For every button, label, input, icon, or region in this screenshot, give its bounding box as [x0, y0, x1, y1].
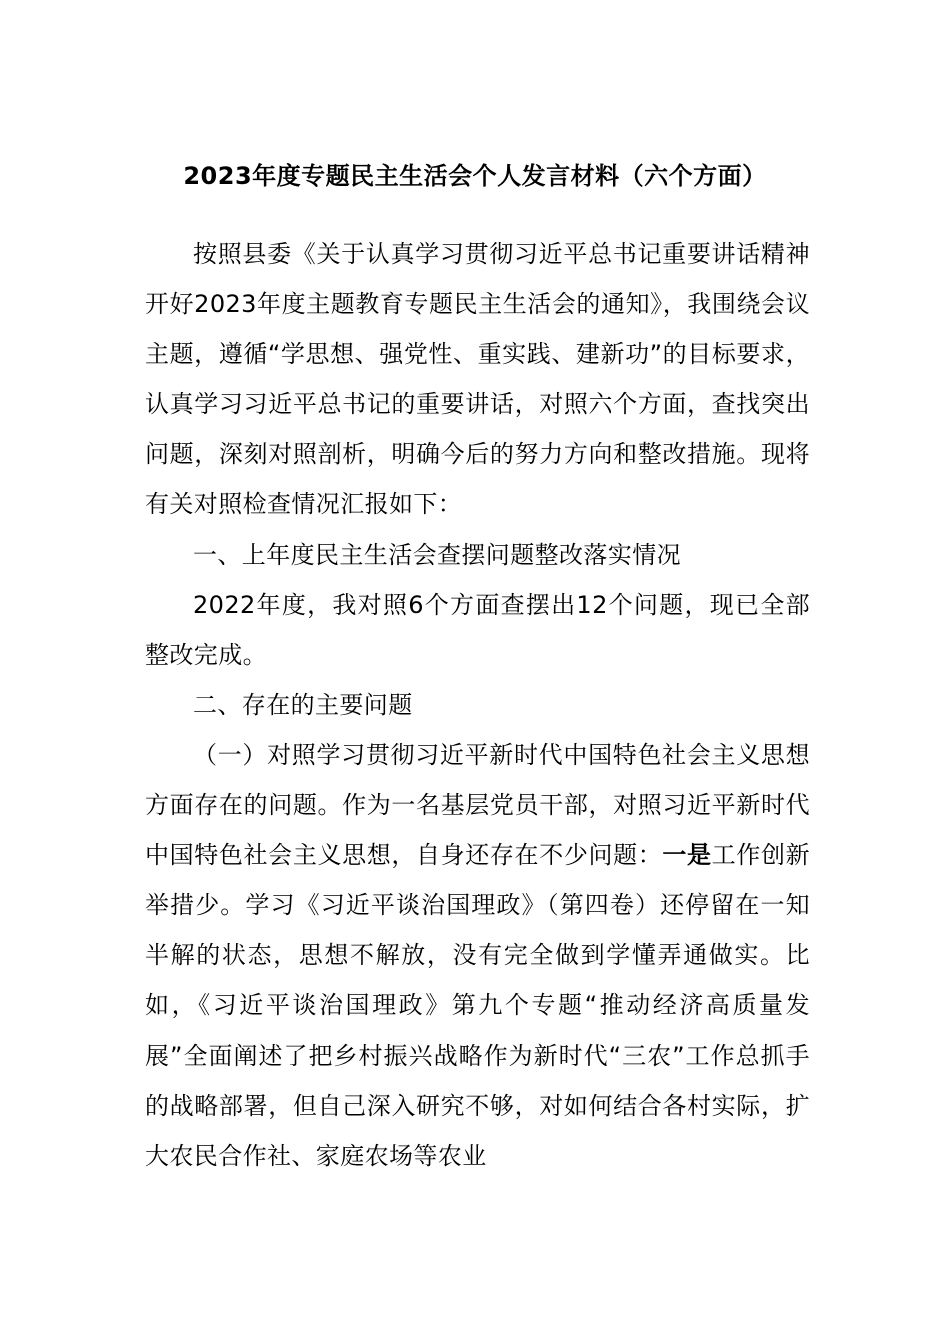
section-heading-2: 二、存在的主要问题: [193, 690, 413, 719]
section-heading-1: 一、上年度民主生活会查摆问题整改落实情况: [193, 540, 681, 569]
subsection-1-paragraph: [145, 730, 810, 1181]
intro-paragraph: 按照县委《关于认真学习贯彻习近平总书记重要讲话精神开好2023年度主题教育专题民主生活会的通知》，我围绕会议主题，遵循“学思想、强党性、重实践、建新功”的目标要求，认真学习习近平总书记的重要讲话，对照六个方面，查找突出问题，深刻对照剖析，明确今后的努力方向和整改措施。现将有关对照检查情况汇报如下：: [145, 240, 810, 519]
document-body: [145, 229, 810, 1181]
subsection-1-text: （一）对照学习贯彻习近平新时代中国特色社会主义思想方面存在的问题。作为一名基层党员干部，对照习近平新时代中国特色社会主义思想，自身还存在不少问题：: [145, 740, 810, 870]
point-1-lead: 一是: [662, 841, 712, 870]
section-1-paragraph: 2022年度，我对照6个方面查摆出12个问题，现已全部整改完成。: [145, 590, 810, 669]
point-1-text: 工作创新举措少。学习《习近平谈治国理政》（第四卷）还停留在一知半解的状态，思想不解放，没有完全做到学懂弄通做实。比如，《习近平谈治国理政》第九个专题“推动经济高质量发展”全面阐述了把乡村振兴战略作为新时代“三农”工作总抓手的战略部署，但自己深入研究不够，对如何结合各村实际，扩大农民合作社、家庭农场等农业: [145, 841, 810, 1170]
document-title: 2023年度专题民主生活会个人发言材料（六个方面）: [183, 162, 767, 190]
